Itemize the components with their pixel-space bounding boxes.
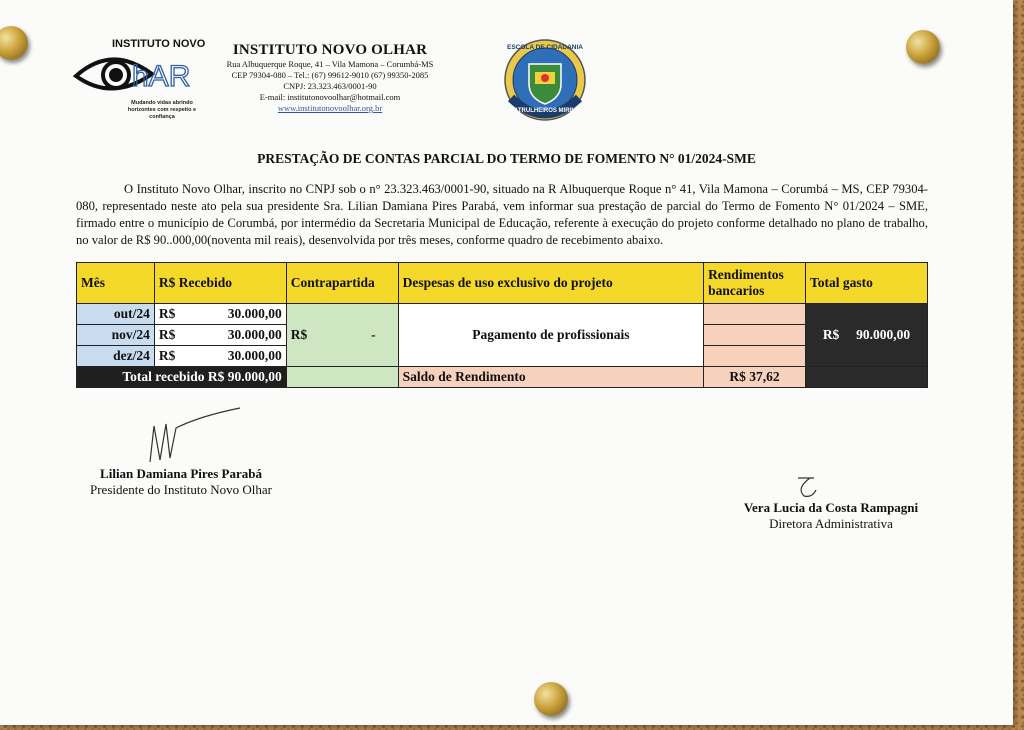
- header-rendimentos: Rendimentos bancarios: [704, 263, 806, 304]
- table-header-row: [77, 263, 928, 304]
- currency-label: R$: [158, 327, 176, 342]
- contra-value: -: [371, 327, 376, 342]
- document-title: PRESTAÇÃO DE CONTAS PARCIAL DO TERMO DE FOMENTO N° 01/2024-SME: [257, 151, 756, 166]
- cnpj-line: CNPJ: 23.323.463/0001-90: [283, 81, 377, 91]
- received-cell: [154, 304, 286, 325]
- logo-brand-text: INSTITUTO NOVO: [112, 38, 206, 50]
- rendimento-cell: [704, 325, 806, 346]
- contrapartida-cell: [286, 304, 398, 367]
- contrapartida-footer-cell: [286, 367, 398, 388]
- received-value: 30.000,00: [227, 306, 282, 321]
- header-mes: Mês: [77, 263, 155, 304]
- right-signature-scribble: [792, 474, 822, 500]
- saldo-label-cell: Saldo de Rendimento: [398, 367, 703, 388]
- left-signature-scribble: [140, 406, 250, 468]
- eye-logo-icon: [72, 50, 212, 100]
- institution-name: INSTITUTO NOVO OLHAR: [232, 42, 428, 58]
- rendimento-cell: [704, 346, 806, 367]
- right-signatory-role: Diretora Administrativa: [769, 516, 893, 531]
- push-pin-top-right: [906, 30, 940, 64]
- institution-header: [210, 42, 450, 114]
- left-signature-block: [76, 466, 286, 498]
- website-link[interactable]: www.institutonovoolhar.org.br: [277, 103, 383, 113]
- currency-label: R$: [158, 306, 176, 321]
- received-value: 30.000,00: [227, 348, 282, 363]
- header-despesas: Despesas de uso exclusivo do projeto: [398, 263, 703, 304]
- header-total-gasto: Total gasto: [806, 263, 928, 304]
- right-signature-block: [726, 500, 936, 532]
- expense-item-cell: Pagamento de profissionais: [398, 304, 703, 367]
- email-line: E-mail: institutonovoolhar@hotmail.com: [259, 92, 401, 102]
- month-cell: nov/24: [77, 325, 155, 346]
- seal-bottom-text: PATRULHEIROS MIRINS: [510, 108, 580, 114]
- push-pin-top-left: [0, 26, 28, 60]
- rendimento-cell: [704, 304, 806, 325]
- total-received-cell: Total recebido R$ 90.000,00: [77, 367, 287, 388]
- currency-label: R$: [158, 348, 176, 363]
- body-paragraph: O Instituto Novo Olhar, inscrito no CNPJ sob o n° 23.323.463/0001-90, situado na R Albuquerque Roque n° 41, Vila Mamona – Corumbá – MS, CEP 79304-080, representado neste ato pela sua presidente Sra. Lilian Damiana Pires Parabá, vem informar sua prestação de parcial do Termo de Fomento N° 01/2024 – SME, firmado entre o município de Corumbá, por intermédio da Secretaria Municipal de Educação, referente à execução do projeto conforme detalhado no plano de trabalho, no valor de R$ 90..000,00(noventa mil reais), desenvolvida por três meses, conforme quadro de recebimento abaixo.: [76, 182, 928, 247]
- header-recebido: R$ Recebido: [154, 263, 286, 304]
- logo-tagline: Mudando vidas abrindo horizontes com respeito e confiança: [127, 100, 197, 120]
- school-seal-logo: [503, 38, 587, 122]
- total-spent-cell: R$ 90.000,00: [806, 304, 928, 367]
- left-signatory-name: Lilian Damiana Pires Parabá: [100, 466, 262, 481]
- table-row: [77, 304, 928, 325]
- push-pin-bottom: [534, 682, 568, 716]
- table-row: [77, 367, 928, 388]
- received-cell: [154, 346, 286, 367]
- received-value: 30.000,00: [227, 327, 282, 342]
- saldo-value-cell: R$ 37,62: [704, 367, 806, 388]
- right-signatory-name: Vera Lucia da Costa Rampagni: [743, 500, 919, 515]
- month-cell: dez/24: [77, 346, 155, 367]
- institute-logo: [72, 38, 212, 120]
- accounts-table: [76, 262, 928, 388]
- header-contrapartida: Contrapartida: [286, 263, 398, 304]
- total-footer-cell: [806, 367, 928, 388]
- seal-top-text: ESCOLA DE CIDADANIA: [507, 44, 583, 51]
- svg-text:hAR: hAR: [132, 60, 191, 93]
- received-cell: [154, 325, 286, 346]
- left-signatory-role: Presidente do Instituto Novo Olhar: [90, 482, 272, 497]
- contra-currency: R$: [290, 327, 308, 342]
- address-line: Rua Albuquerque Roque, 41 – Vila Mamona – Corumbá-MS: [226, 59, 434, 69]
- month-cell: out/24: [77, 304, 155, 325]
- cep-phone-line: CEP 79304-080 – Tel.: (67) 99612-9010 (67) 99350-2085: [231, 70, 429, 80]
